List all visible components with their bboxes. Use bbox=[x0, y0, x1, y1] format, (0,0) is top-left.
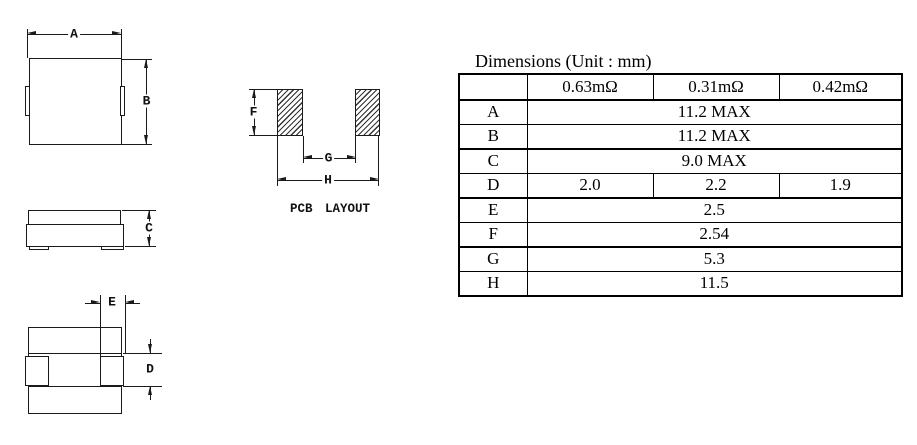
dim-g-arrow-right bbox=[347, 155, 356, 159]
table-header-row bbox=[459, 74, 902, 100]
row-value: 2.54 bbox=[527, 223, 902, 248]
header-cell-variant-1: 0.63mΩ bbox=[527, 74, 653, 100]
terminal-band-line-top bbox=[29, 353, 121, 354]
dim-e-arrow-right bbox=[125, 300, 134, 304]
row-value: 2.0 bbox=[527, 174, 653, 199]
dimensions-table bbox=[458, 73, 903, 297]
table-row-d bbox=[459, 174, 902, 199]
header-cell-variant-3: 0.42mΩ bbox=[779, 74, 902, 100]
dim-d-extension-bottom bbox=[123, 386, 162, 387]
header-cell-variant-2: 0.31mΩ bbox=[653, 74, 779, 100]
header-corner-cell bbox=[459, 74, 527, 100]
table-row-b bbox=[459, 125, 902, 150]
row-value: 11.2 MAX bbox=[527, 125, 902, 150]
dim-f-label: F bbox=[249, 104, 258, 120]
dim-b-extension-top bbox=[122, 59, 152, 60]
dim-h-label: H bbox=[324, 172, 332, 188]
pcb-pad-right bbox=[355, 89, 380, 136]
table-title: Dimensions (Unit : mm) bbox=[475, 51, 652, 71]
row-value: 2.2 bbox=[653, 174, 779, 199]
dim-c-arrow-top bbox=[147, 210, 151, 219]
body-outline-side-view bbox=[26, 224, 125, 247]
terminal-tab-right bbox=[120, 86, 125, 116]
dim-h-arrow-right bbox=[370, 177, 379, 181]
dim-a-arrow-right bbox=[112, 31, 121, 35]
row-label: E bbox=[459, 198, 527, 223]
row-label: G bbox=[459, 247, 527, 272]
row-label: F bbox=[459, 223, 527, 248]
dim-c-label: C bbox=[145, 220, 153, 236]
terminal-pad-left bbox=[25, 356, 49, 386]
dim-a-label: A bbox=[70, 26, 78, 42]
dim-e-extension-inner bbox=[100, 295, 101, 356]
terminal-pad-right bbox=[100, 356, 124, 386]
dim-b-arrow-bottom bbox=[144, 135, 148, 144]
table-row-f bbox=[459, 223, 902, 248]
dim-g-label: G bbox=[324, 150, 333, 166]
row-label: H bbox=[459, 272, 527, 297]
dim-b-extension-bottom bbox=[122, 144, 152, 145]
row-value: 11.2 MAX bbox=[527, 100, 902, 125]
terminal-tab-left bbox=[25, 86, 30, 116]
dim-f-arrow-top bbox=[252, 89, 256, 98]
row-value: 5.3 bbox=[527, 247, 902, 272]
dim-c-extension-bottom bbox=[125, 246, 156, 247]
row-label: C bbox=[459, 149, 527, 174]
pcb-layout-caption: PCB LAYOUT bbox=[289, 202, 371, 216]
dim-e-label: E bbox=[108, 294, 116, 310]
dim-b-arrow-top bbox=[144, 59, 148, 68]
row-label: B bbox=[459, 125, 527, 150]
body-outline-top-view bbox=[29, 58, 122, 145]
dim-c-arrow-bottom bbox=[147, 237, 151, 246]
dim-d-label: D bbox=[146, 361, 154, 377]
table-row-a bbox=[459, 100, 902, 125]
row-value: 2.5 bbox=[527, 198, 902, 223]
dim-h-arrow-left bbox=[277, 177, 286, 181]
table-row-g bbox=[459, 247, 902, 272]
dim-b-label: B bbox=[142, 93, 151, 109]
table-row-h bbox=[459, 272, 902, 297]
row-label: D bbox=[459, 174, 527, 199]
terminal-foot-left bbox=[29, 246, 49, 251]
row-label: A bbox=[459, 100, 527, 125]
terminal-band-line-bottom bbox=[29, 386, 121, 387]
table-row-c bbox=[459, 149, 902, 174]
terminal-foot-right bbox=[101, 246, 124, 251]
dim-d-arrow-top bbox=[148, 344, 152, 353]
dim-d-arrow-bottom bbox=[148, 386, 152, 395]
pcb-pad-left bbox=[277, 89, 303, 136]
row-value: 11.5 bbox=[527, 272, 902, 297]
dim-c-extension-top bbox=[122, 210, 156, 211]
dim-d-extension-top bbox=[123, 353, 162, 354]
dim-e-arrow-left bbox=[91, 300, 100, 304]
dim-f-arrow-bottom bbox=[252, 126, 256, 135]
row-value: 1.9 bbox=[779, 174, 902, 199]
table-row-e bbox=[459, 198, 902, 223]
dim-a-arrow-left bbox=[27, 31, 36, 35]
dim-g-arrow-left bbox=[303, 155, 312, 159]
row-value: 9.0 MAX bbox=[527, 149, 902, 174]
